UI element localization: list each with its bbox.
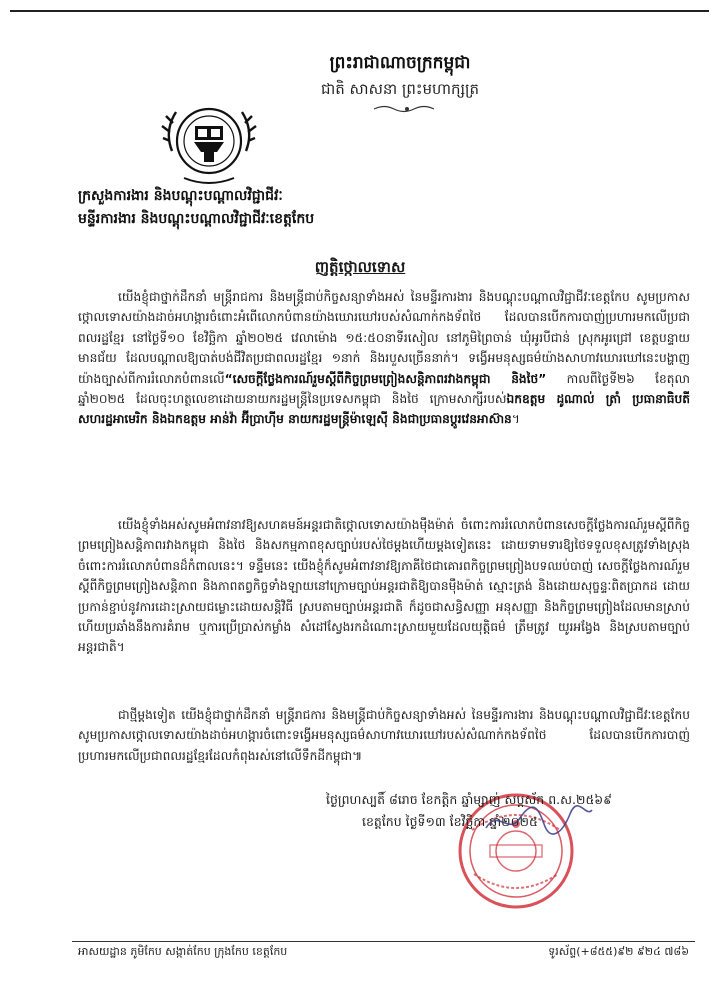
- footer-phone: ទូរស័ព្ទ(+៨៥៥)៩២ ៩២៤ ៧៨៦: [548, 945, 689, 958]
- paragraph-1: [78, 287, 690, 430]
- paragraph-1-text-b: កាលពីថ្ងៃទី២៦ ខែតុលា ឆ្នាំ២០២៥ ដែលចុះហត្ថលេខាដោយនាយករដ្ឋមន្ត្រីនៃប្រទេសកម្ពុជា និងថៃ ក្រោមសាក្សីរបស់: [78, 371, 690, 407]
- footer-address: អាសយដ្ឋាន ភូមិកែប សង្កាត់កែប ក្រុងកែប ខេត្តកែប: [78, 945, 288, 958]
- footer-divider: [72, 941, 695, 942]
- department-name: មន្ទីរការងារ និងបណ្តុះបណ្តាលវិជ្ជាជីវៈខេត្តកែប: [78, 211, 315, 227]
- kingdom-heading: ព្រះរាជាណាចក្រកម្ពុជា: [329, 53, 471, 73]
- document-title: ញត្តិថ្កោលទោស: [314, 258, 406, 276]
- top-border-line: [10, 10, 709, 12]
- paragraph-1-bold-statement: “សេចក្តីថ្លែងការណ៍រួមស្តីពីកិច្ចព្រមព្រៀងសន្តិភាពរវាងកម្ពុជា និងថៃ”: [224, 371, 547, 386]
- national-motto: ជាតិ សាសនា ព្រះមហាក្សត្រ: [320, 80, 480, 98]
- paragraph-3: ជាថ្មីម្តងទៀត យើងខ្ញុំជាថ្នាក់ដឹកនាំ មន្ត្រីរាជការ និងមន្ត្រីជាប់កិច្ចសន្យាទាំងអស់ នៃមន្ទីរការងារ និងបណ្តុះបណ្តាលវិជ្ជាជីវៈខេត្តកែប សូមប្រកាសថ្កោលទោសយ៉ាងដាច់អហង្ការចំពោះទង្វើអមនុស្សធម៌សាហាវឃោរឃៅរបស់សំណាក់កងទ័ពថៃ ដែលបានបើកការបាញ់ប្រហារមកលើប្រជាពលរដ្ឋខ្មែរដែលកំពុងរស់នៅលើទឹកដីកម្ពុជា៕: [78, 708, 690, 763]
- paragraph-1-bold-witnesses: ឯកឧត្តម ដូណាល់ ត្រាំ ប្រធានាធិបតីសហរដ្ឋអាមេរិក និងឯកឧត្តម អាន់វ៉ា អ៊ីប្រាហ៊ីម នាយករដ្ឋមន្ត្រីម៉ាឡេស៊ី និងជាប្រធានប្តូរវេនអាស៊ាន: [78, 392, 690, 427]
- signature-icon: [478, 800, 598, 840]
- paragraph-1-text-a: យើងខ្ញុំជាថ្នាក់ដឹកនាំ មន្ត្រីរាជការ និងមន្ត្រីជាប់កិច្ចសន្យាទាំងអស់ នៃមន្ទីរការងារ និងបណ្តុះបណ្តាលវិជ្ជាជីវៈខេត្តកែប សូមប្រកាសថ្កោលទោសយ៉ាងដាច់អហង្ការចំពោះអំពើលោកបំពានយ៉ាងឃោរឃៅរបស់សំណាក់កងទ័ពថៃ ដែលបានបើកការបាញ់ប្រហារមកលើប្រជាពលរដ្ឋខ្មែរ នៅថ្ងៃទី១០ ខែវិច្ឆិកា ឆ្នាំ២០២៥ វេលាម៉ោង ១៥:៥០នាទីរសៀល នៅភូមិព្រៃចាន់ ឃុំអូរបីជាន់ ស្រុកអូរជ្រៅ ខេត្តបន្ទាយមានជ័យ ដែលបណ្តាលឱ្យបាត់បង់ជីវិតប្រជាពលរដ្ឋខ្មែរ ១នាក់ និងរបួសច្រើននាក់។ ទង្វើអមនុស្សធម៌យ៉ាងសាហាវឃោរឃៅនេះបង្ហាញយ៉ាងច្បាស់ពីការរំលោភបំពានលើ: [78, 290, 690, 386]
- paragraph-2: យើងខ្ញុំទាំងអស់សូមអំពាវនាវឱ្យសហគមន៍អន្តរជាតិថ្កោលទោសយ៉ាងម៉ឺងម៉ាត់ ចំពោះការរំលោភបំពានសេចក្តីថ្លែងការណ៍រួមស្តីពីកិច្ចព្រមព្រៀងសន្តិភាពរវាងកម្ពុជា និងថៃ និងសកម្មភាពខុសច្បាប់របស់ថៃម្តងហើយម្តងទៀតនេះ ដោយទាមទារឱ្យថៃទទួលខុសត្រូវទាំងស្រុងចំពោះការរំលោភបំពានដ៏កំពាលនេះ។ ទន្ទឹមនេះ យើងខ្ញុំក៏សូមអំពាវនាវឱ្យភាគីថៃជាគោរពកិច្ចព្រមព្រៀងបទឈប់បាញ់ សេចក្តីថ្លែងការណ៍រួមស្តីពីកិច្ចព្រមព្រៀងសន្តិភាព និងភាពតព្វកិច្ចទាំងឡាយនៅក្រោមច្បាប់អន្តរជាតិឱ្យបានម៉ឺងម៉ាត់ ស្មោះត្រង់ និងដោយសុច្ចន្ទៈពិតប្រាកដ ដោយប្រកាន់ខ្ជាប់នូវការដោះស្រាយជម្លោះដោយសន្តិវិធី ស្របតាមច្បាប់អន្តរជាតិ ក៏ដូចជាសន្ធិសញ្ញា អនុសញ្ញា និងកិច្ចព្រមព្រៀងដែលមានស្រាប់ ហើយប្រឆាំងនឹងការគំរាម ឬការប្រើប្រាស់កម្លាំង សំដៅស្វែងរកដំណោះស្រាយមួយដែលយុត្តិធម៌ ត្រឹមត្រូវ យូរអង្វែង និងស្របតាមច្បាប់អន្តរជាតិ។: [78, 518, 690, 655]
- paragraph-1-text-c: ។: [511, 412, 520, 427]
- ornament-divider-icon: [372, 104, 442, 114]
- solar-date-place: ខេត្តកែប ថ្ងៃទី១៣ ខែវិច្ឆិកា ឆ្នាំ២០២៥: [362, 814, 538, 829]
- ministry-name: ក្រសួងការងារ និងបណ្តុះបណ្តាលវិជ្ជាជីវៈ: [78, 188, 283, 204]
- lunar-date: ថ្ងៃព្រហស្បតិ៍ ៨រោច ខែកត្តិក ឆ្នាំម្សាញ់ សប្តស័ក ព.ស.២៥៦៩: [326, 792, 612, 807]
- ministry-logo-icon: [154, 96, 264, 191]
